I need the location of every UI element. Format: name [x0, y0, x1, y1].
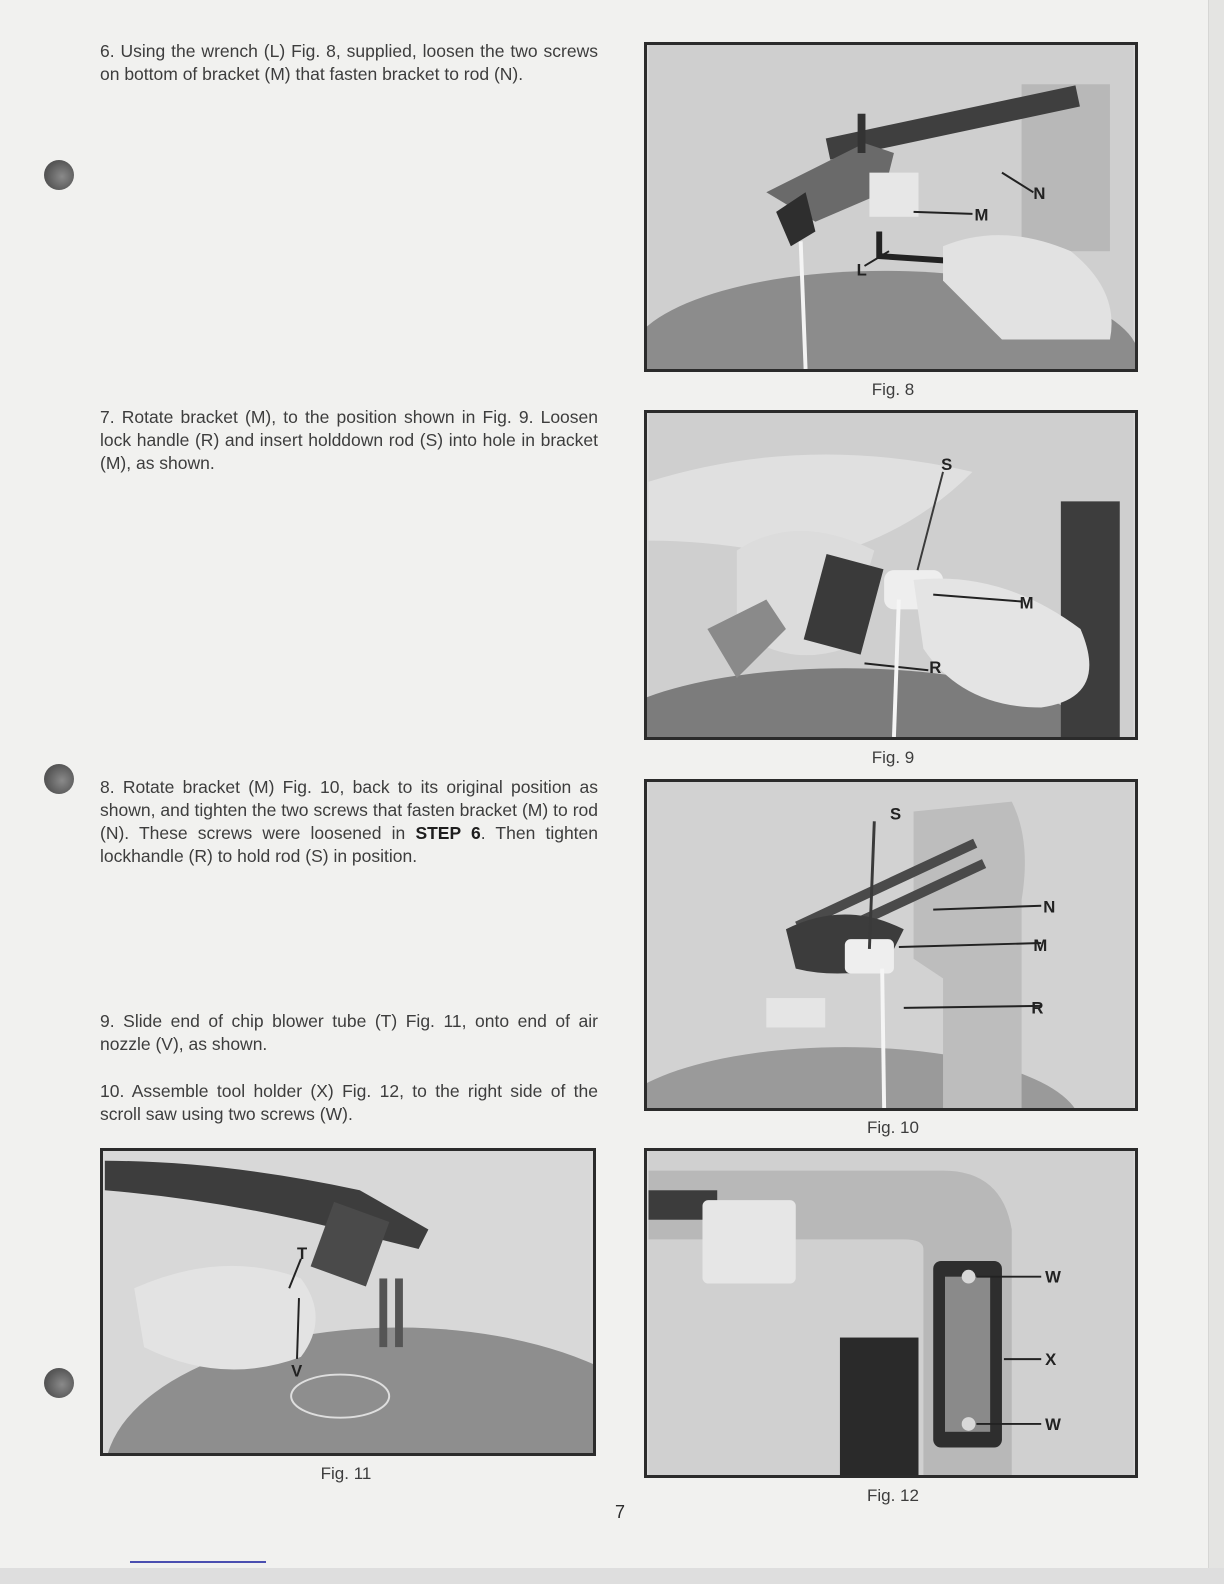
figure-8-drawing: [647, 45, 1135, 369]
fig12-label-w-bottom: W: [1045, 1414, 1061, 1434]
figure-10-drawing: [647, 782, 1135, 1108]
fig9-label-m: M: [1019, 593, 1034, 613]
fig12-label-w-top: W: [1045, 1267, 1061, 1287]
step-8-text-b: . Then tighten lockhandle (R) to hold rod (S) in position.: [100, 823, 598, 866]
figure-12-photo: [644, 1148, 1138, 1478]
fig12-label-x: X: [1045, 1350, 1057, 1370]
punch-hole-bottom: [44, 1368, 74, 1398]
fig10-label-n: N: [1043, 897, 1056, 917]
figure-8-photo: [644, 42, 1138, 372]
fig9-label-s: S: [941, 454, 953, 474]
figure-9-caption: Fig. 9: [871, 748, 915, 767]
figure-9-drawing: [647, 413, 1135, 737]
step-6-text: 6. Using the wrench (L) Fig. 8, supplied, loosen the two screws on bottom of bracket (M) that fasten bracket to rod (N).: [100, 41, 598, 84]
fig11-label-t: T: [297, 1243, 308, 1263]
page-number: 7: [614, 1502, 625, 1522]
figure-9-photo: [644, 410, 1138, 740]
figure-11-caption: Fig. 11: [320, 1464, 372, 1483]
figure-8-caption: Fig. 8: [871, 380, 915, 399]
figure-10-caption: Fig. 10: [867, 1118, 919, 1137]
fig10-label-s: S: [890, 804, 902, 824]
fig9-label-r: R: [929, 658, 942, 678]
figure-12-drawing: [647, 1151, 1135, 1475]
step-7-text: 7. Rotate bracket (M), to the position shown in Fig. 9. Loosen lock handle (R) and insert holddown rod (S) into hole in bracket (M), as shown.: [100, 407, 598, 473]
figure-11-photo: [100, 1148, 596, 1456]
fig8-label-m: M: [974, 205, 989, 225]
punch-hole-top: [44, 160, 74, 190]
fig8-label-n: N: [1033, 184, 1046, 204]
fig8-label-l: L: [856, 260, 867, 280]
page-edge: [1208, 0, 1224, 1584]
fig10-label-m: M: [1033, 935, 1048, 955]
step-9-text: 9. Slide end of chip blower tube (T) Fig. 11, onto end of air nozzle (V), as shown.: [100, 1011, 598, 1054]
step-10-text: 10. Assemble tool holder (X) Fig. 12, to the right side of the scroll saw using two screws (W).: [100, 1081, 598, 1124]
scan-bottom-strip: [0, 1568, 1224, 1584]
figure-10-photo: [644, 779, 1138, 1111]
step-8-text-a: 8. Rotate bracket (M) Fig. 10, back to its original position as shown, and tighten the two screws that fasten bracket (M) to rod (N). These screws were loosened in: [100, 777, 598, 843]
figure-11-drawing: [103, 1151, 593, 1453]
figure-12-caption: Fig. 12: [867, 1486, 919, 1505]
punch-hole-middle: [44, 764, 74, 794]
fig11-label-v: V: [291, 1361, 303, 1381]
fig10-label-r: R: [1031, 998, 1044, 1018]
step-8-bold: STEP 6: [415, 823, 481, 843]
step-8-text: [100, 776, 598, 868]
scan-artifact-line: [130, 1561, 266, 1563]
